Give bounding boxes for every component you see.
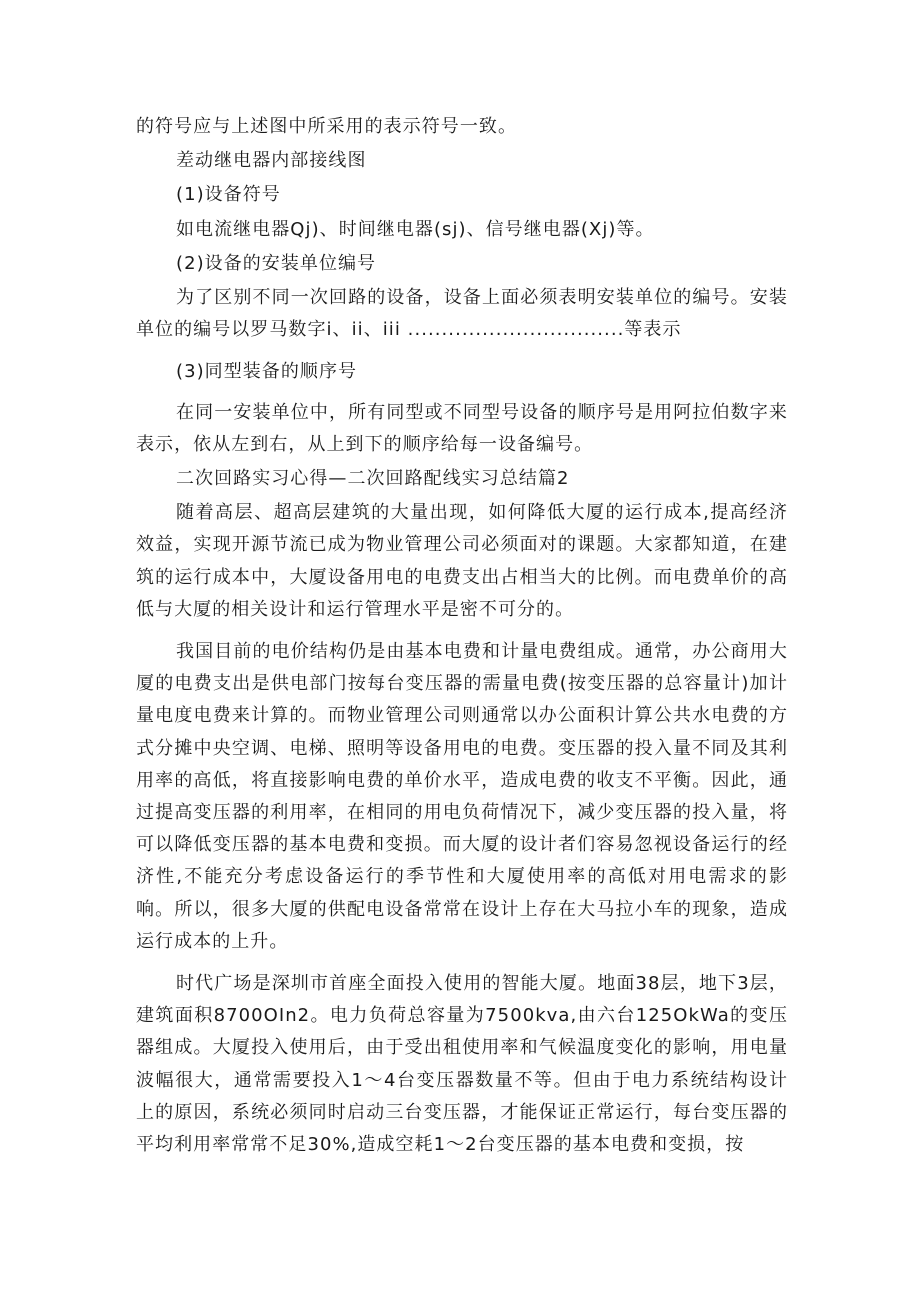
paragraph-electricity-price: 我国目前的电价结构仍是由基本电费和计量电费组成。通常，办公商用大厦的电费支出是供电部门按每台变压器的需量电费(按变压器的总容量计)加计量电度电费来计算的。而物业管理公司则通常以办公面积计算公共水电费的方式分摊中央空调、电梯、照明等设备用电的电费。变压器的投入量不同及其利用率的高低，将直接影响电费的单价水平，造成电费的收支不平衡。因此，通过提高变压器的利用率，在相同的用电负荷情况下，减少变压器的投入量，将可以降低变压器的基本电费和变损。而大厦的设计者们容易忽视设备运行的经济性,不能充分考虑设备运行的季节性和大厦使用率的高低对用电需求的影响。所以，很多大厦的供配电设备常常在设计上存在大马拉小车的现象，造成运行成本的上升。 (136, 641, 788, 952)
paragraph-sequence-number-text: 在同一安装单位中，所有同型或不同型号设备的顺序号是用阿拉伯数字来表示，依从左到右，从上到下的顺序给每一设备编号。 (136, 401, 788, 455)
paragraph-times-square: 时代广场是深圳市首座全面投入使用的智能大厦。地面38层，地下3层，建筑面积8700OIn2。电力负荷总容量为7500kva,由六台125OkWa的变压器组成。大厦投入使用后，由于受出租使用率和气候温度变化的影响，用电量波幅很大，通常需要投入1〜4台变压器数量不等。但由于电力系统结构设计上的原因，系统必须同时启动三台变压器，才能保证正常运行，每台变压器的平均利用率常常不足30%,造成空耗1〜2台变压器的基本电费和变损，按 (136, 973, 788, 1156)
paragraph-install-unit-text: 为了区别不同一次回路的设备，设备上面必须表明安装单位的编号。安装单位的编号以罗马数字i、ii、iii ................................等表示 (136, 287, 788, 341)
paragraph-section-title: 二次回路实习心得—二次回路配线实习总结篇2 (176, 468, 570, 490)
paragraph-intro: 随着高层、超高层建筑的大量出现，如何降低大厦的运行成本,提高经济效益，实现开源节流已成为物业管理公司必须面对的课题。大家都知道，在建筑的运行成本中，大厦设备用电的电费支出占相当大的比例。而电费单价的高低与大厦的相关设计和运行管理水平是密不可分的。 (136, 502, 788, 620)
paragraph-heading-device-symbol: (1)设备符号 (176, 184, 281, 206)
paragraph-heading-install-unit: (2)设备的安装单位编号 (176, 252, 377, 274)
document-body (136, 111, 788, 1161)
paragraph-device-symbol-examples: 如电流继电器Qj)、时间继电器(sj)、信号继电器(Xj)等。 (176, 218, 655, 240)
paragraph-heading-sequence-number: (3)同型装备的顺序号 (176, 361, 358, 383)
paragraph-continuation: 的符号应与上述图中所采用的表示符号一致。 (136, 116, 517, 137)
paragraph-diagram-title: 差动继电器内部接线图 (176, 150, 367, 172)
